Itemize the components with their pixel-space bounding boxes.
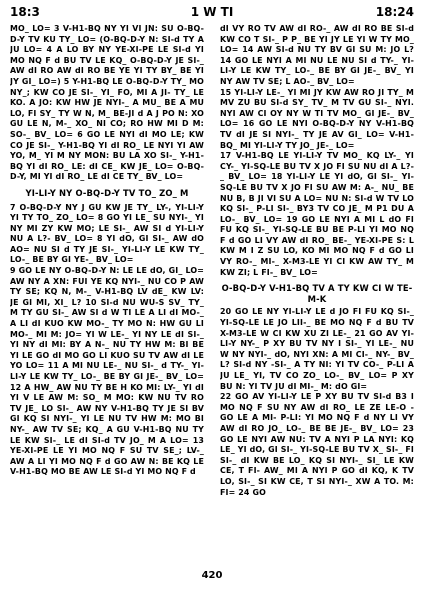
right-paragraph-2: 15 YI-LI-Y LE-_ YI MI JY KW AW RO JI TY_ M MV ZU BU SI-d SY_ TV_ M TV GU SI-_ NYI. NYI AW CI OY NY W TI TV MO_ GI JE-_ BV_ LO= 16 GO LE NYI O-BQ-D-Y NY V-H1-BQ TV dI JE SI NYI-_ TY JE AV GI_ LO= V-H1-BQ_ MI YI-LI-Y TY JO_ JE-_ LO= bbox=[220, 87, 414, 150]
header-right-reference: 18:24 bbox=[375, 5, 414, 19]
section-heading-1: YI-LI-Y NY O-BQ-D-Y TV TO_ ZO_ M bbox=[25, 187, 189, 198]
right-paragraph-1: dI VY RO TV AW dI RO-_ AW dI RO BE SI-d KW CO T SI-_ P P_ BE YI JY LE YI W TY MO_ LO= 14 AW SI-d NU TY BV GI SU M: JO L? 14 GO LE NYI A MI NU LE NU SI d TY-_ YI-LI-Y LE KW TY_ LO-_ BE BY GI JE-_ BV_ YI NY AW TV SE; L AO-_ BV_ LO= bbox=[220, 24, 414, 86]
right-paragraph-3: 17 V-H1-BQ LE YI-LI-Y TV MO_ KQ LY-_ YI CY-_ YI-SQ-LE BU TV X JO FI SU NU dI A L?-_ BV_ LO= 18 YI-LI-Y LE YI dO, GI SI-_ YI-SQ-LE BU TV X JO FI SU AW M: A-_ NU_ BE NU B, B JI VI SU A LO= NU N: SI-d W TV LO KQ SI-_ P-LI SI-_ BY3 TV CO JE_ M P1 DU A LO-_ BV_ LO= 19 GO LE NYI A MI L dO FI FU KQ SI-_ YI-SQ-LE BU BE P-LI YI MO NQ F d GO LI VY AW dI RO_ BE-_ YE-XI-PE S: L KW M I Z SU LO, KO MI MO NQ F d GO LI VY RO-_ MI-_ X-M3-LE YI CI KW AW TY_ M KW ZI; L FI-_ BV_ LO= bbox=[220, 151, 414, 277]
page-header bbox=[0, 0, 424, 26]
right-paragraph-5: 22 GO AV YI-LI-Y LE P XY BU TV SI-d B3 I MO NQ F SU NY AW dI RO_ LE ZE LE-O - GO LE A MI- P-LI: YI MO NQ F d NY LI VY AW dI RO JO_ LO-_ BE BE JE-_ BV_ LO= 23 GO LE NYI AW NU: TV A NYI P LA NYI: KQ LE_ YI dO, GI SI-_ YI-SQ-LE BU TV X_ SI-_ FI SI-_ dI KW BE LO_ KQ SI NYI-_ SI_ LE KW CE, T FI- AW_ MI A NYI P GO dI KQ, K TV LO, SI-_ SI KW CE, T SI NYI-_ XW A TO. M: FI= 24 GO bbox=[220, 392, 414, 497]
header-book-title: 1 W TI bbox=[190, 5, 234, 19]
right-column bbox=[220, 24, 414, 569]
left-paragraph-3: 9 GO LE NY O-BQ-D-Y N: LE LE dO, GI_ LO= AW NY A XN: FUI YE KQ NYI-_ NU CO P AW TY SE; KQ N, M-_ V-H1-BQ LV dE_ KW LV: JE GI MI, XI_ L? 10 SI-d NU WU-S SV_ TY_ M TY GU SI-_ AW SI d W TI LE A LI dI MO-_ A LI dI KUO KW MO-_ TY MO N: HW GU LI MO-_ MI M: JO= YI W LE-_ YI NY LE dI SI-_ YI NY dI MI: BY A N-_ NU TY HW M: BI BE YI LE GO dI MO GO LI KUO SU TV AW dI LE YO LO= 11 A MI NU LE-_ NU SI-_ d TY-_ YI-LI-Y LE KW TY_ LO-_ BE BY GI JE-_ BV_ LO= 12 A HW_ AW NU TY BE H KO MI: LY-_ YI dI YI V LE AW M: SO_ M MO: KW NU TV RO TV JE_ LO SI-_ AW NY V-H1-BQ TY JE SI BV GI KQ SI NYI-_ YI LE NU TV HW M: MO BI NY-_ AW TV SE; KQ_ A GU V-H1-BQ NU TY LE KW SI-_ LE dI SI-d TV JO_ M A LO= 13 YE-XI-PE LE YI MO NQ F SU TV SE_; LV-_ AW A LI YI MO NQ F d GO AW N: BE KQ LE V-H1-BQ MO BE AW LE SI-d YI MO NQ F d bbox=[10, 266, 204, 477]
left-paragraph-1: MO_ LO= 3 V-H1-BQ NY YI VI JN: SU O-BQ-D-Y TV KU TY_ LO= (O-BQ-D-Y N: SI-d TY A JU LO= 4 A LO BY NY YE-XI-PE LE SI-d YI MO NQ F d BU TV LE KQ_ O-BQ-D-Y JE SI-_ AW dI RO AW dI RO BE YE YI TY BY_ BE YI JY GI_ LO=) 5 Y-H1-BQ LE O-BQ-D-Y TY_ MO NY_; KW CO JE SI-_ YI_ FO, MI A JI- TY_ LE KO. A JO: KW HW JE NYI-_ A MU_ BE A MU LO, FI SY_ TY W N, M_ BE-JI d A J PO N: XO GU LE N, M-_ XO_ NI CO; RO HW MI D M: SO-_ BV_ LO= 6 GO LE NYI dI MO LE; KW CO JE SI-_ Y-H1-BQ YI dI RO_ LE NYI YI AW YO, M_ YI M NY MON: BU LA XO SI-_ Y-H1-BQ YI dI RO_ LE: dI CE_ KW JE_ LO= O-BQ-D-Y, MI YI dI RO_ LE dI CE TY_ BV_ LO= bbox=[10, 24, 204, 182]
section-heading-2: O-BQ-D-Y V-H1-BQ TV A TY KW CI W TE-M-K bbox=[221, 283, 413, 304]
header-left-reference: 18:3 bbox=[10, 5, 40, 19]
left-paragraph-2: 7 O-BQ-D-Y NY J GU KW JE TY_ LY-, YI-LI-Y YI TY TO_ ZO_ LO= 8 GO YI LE_ SU NYI-_ YI NY MI ZY KW MO; LE SI-_ AW SI d YI-LI-Y NU A L?- BV_ LO= 8 YI dO, GI SI-_ AW dO AO= NU SI d TY JE SI-_ YI-LI-Y LE KW TY_ LO-_ BE BY GI YE-_ BV_ LO= bbox=[10, 202, 204, 265]
left-column bbox=[10, 24, 204, 569]
right-paragraph-4: 20 GO LE NY YI-LI-Y LE d JO FI FU KQ SI-_ YI-SQ-LE LE JO LII-_ BE MO NQ F d BU TV X-M3-LE W CI KW XU ZI LE-_ 21 GO AV YI-LI-Y NY-_ P XY BU TV NY I SI-_ YI LE-_ NU W NY NYI-_ dO, NYI XN: A MI CI-_ NY-_ BV_ L? SI-d NY -SI-_ A TY NI: YI TV CO-_ P-LI A JU LE_ YI, TV CO ZO_ LO-_ BV_ LO= P XY BU N: YI TV JU dI MI-_ M: dO GI= bbox=[220, 307, 414, 391]
page-number: 420 bbox=[201, 570, 223, 581]
